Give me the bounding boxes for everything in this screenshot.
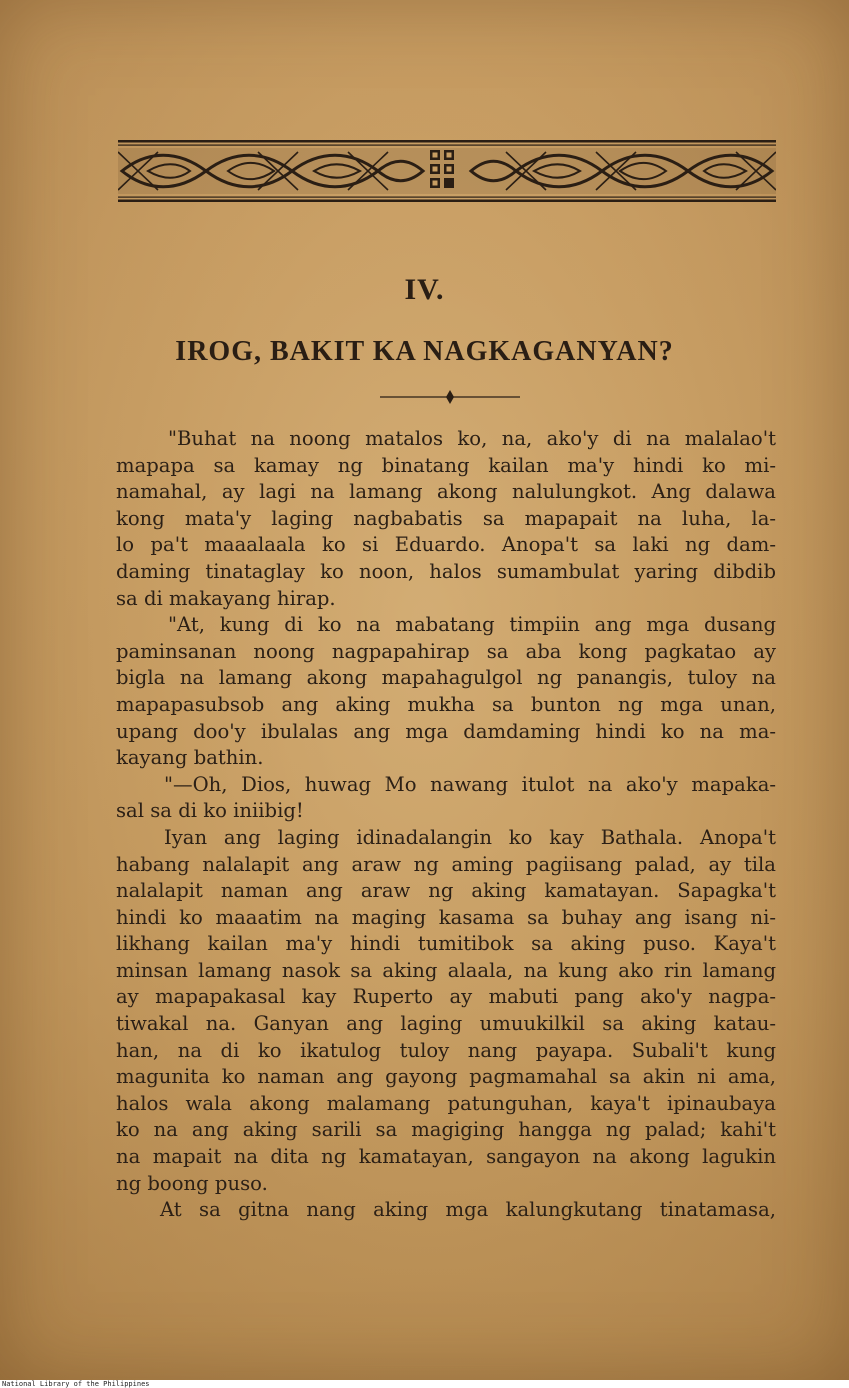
text-line: kong mata'y laging nagbabatis sa mapapait na luha, la- bbox=[116, 506, 776, 530]
text-line: At sa gitna nang aking mga kalungkutang tinatamasa, bbox=[160, 1198, 776, 1222]
text-line: hindi ko maaatim na maging kasama sa buhay ang isang ni- bbox=[116, 905, 776, 929]
title-divider bbox=[380, 389, 520, 405]
text-line: halos wala akong malamang patunguhan, kaya't ipinaubaya bbox=[116, 1091, 776, 1115]
text-line: ng boong puso. bbox=[116, 1171, 268, 1195]
library-credit: National Library of the Philippines bbox=[2, 1380, 150, 1388]
text-line: Iyan ang laging idinadalangin ko kay Bathala. Anopa't bbox=[164, 825, 776, 849]
text-line: "At, kung di ko na mabatang timpiin ang mga dusang bbox=[168, 613, 776, 637]
text-line: magunita ko naman ang gayong pagmamahal sa akin ni ama, bbox=[116, 1065, 776, 1089]
chapter-title: IROG, BAKIT KA NAGKAGANYAN? bbox=[175, 336, 674, 367]
text-line: ay mapapakasal kay Ruperto ay mabuti pang ako'y nagpa- bbox=[116, 985, 776, 1009]
chapter-body-text bbox=[116, 426, 776, 1224]
text-line: han, na di ko ikatulog tuloy nang payapa. Subali't kung bbox=[116, 1038, 776, 1062]
text-line: nalalapit naman ang araw ng aking kamatayan. Sapagka't bbox=[116, 879, 776, 903]
text-line: sa di makayang hirap. bbox=[116, 586, 336, 610]
text-line: sal sa di ko iniibig! bbox=[116, 799, 304, 823]
text-line: kayang bathin. bbox=[116, 746, 264, 770]
text-line: habang nalalapit ang araw ng aming pagiisang palad, ay tila bbox=[116, 852, 776, 876]
text-line: likhang kailan ma'y hindi tumitibok sa aking puso. Kaya't bbox=[116, 932, 776, 956]
text-line: ko na ang aking sarili sa magiging hangga ng palad; kahi't bbox=[116, 1118, 776, 1142]
text-line: daming tinataglay ko noon, halos sumambulat yaring dibdib bbox=[116, 559, 776, 583]
text-line: "—Oh, Dios, huwag Mo nawang itulot na ako'y mapaka- bbox=[164, 772, 776, 796]
text-line: mapapa sa kamay ng binatang kailan ma'y hindi ko mi- bbox=[116, 453, 776, 477]
decorative-header-ornament bbox=[118, 140, 776, 202]
text-line: mapapasubsob ang aking mukha sa bunton ng mga unan, bbox=[116, 692, 776, 716]
chapter-number: IV. bbox=[404, 273, 445, 306]
text-line: tiwakal na. Ganyan ang laging umuukilkil sa aking katau- bbox=[116, 1012, 776, 1036]
text-line: lo pa't maaalaala ko si Eduardo. Anopa't sa laki ng dam- bbox=[116, 533, 776, 557]
text-line: na mapait na dita ng kamatayan, sangayon na akong lagukin bbox=[116, 1145, 776, 1169]
text-line: paminsanan noong nagpapahirap sa aba kong pagkatao ay bbox=[116, 639, 776, 663]
text-line: namahal, ay lagi na lamang akong nalulungkot. Ang dalawa bbox=[116, 480, 776, 504]
text-line: minsan lamang nasok sa aking alaala, na kung ako rin lamang bbox=[116, 958, 776, 982]
text-line: bigla na lamang akong mapahagulgol ng panangis, tuloy na bbox=[116, 666, 776, 690]
text-line: upang doo'y ibulalas ang mga damdaming hindi ko na ma- bbox=[116, 719, 776, 743]
text-line: "Buhat na noong matalos ko, na, ako'y di na malalao't bbox=[168, 427, 776, 450]
